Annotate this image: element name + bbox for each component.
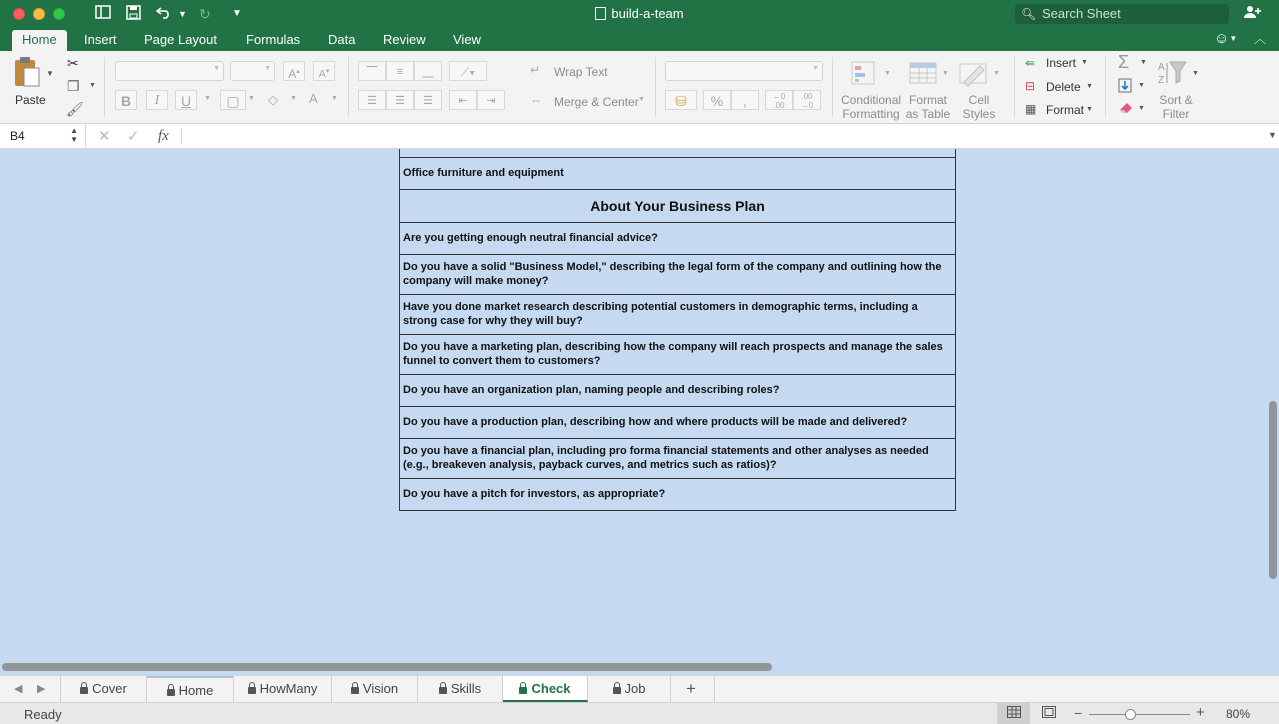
merge-center-label: Merge & Center: [554, 95, 639, 109]
normal-view-button[interactable]: [997, 703, 1030, 724]
borders-button: ▢: [220, 90, 246, 110]
checklist-row[interactable]: [400, 222, 956, 254]
sheet-tab-label: Skills: [450, 681, 482, 696]
font-size-select: ▼: [230, 61, 275, 81]
copy-dropdown-icon[interactable]: ▼: [89, 82, 96, 89]
sheet-tab-job[interactable]: [588, 676, 671, 702]
align-center-button: ☰: [386, 90, 414, 110]
sheet-tab-howmany[interactable]: [234, 676, 332, 702]
decrease-indent-button: ⇤: [449, 90, 477, 110]
format-painter-icon[interactable]: 🖌︎: [66, 101, 84, 117]
checklist-cell[interactable]: Do you have an organization plan, naming people and describing roles?: [400, 374, 956, 406]
checklist-cell[interactable]: Do you have a solid "Business Model," describing the legal form of the company and outlining how the company will make money?: [400, 254, 956, 294]
checklist-cell[interactable]: Do you have a marketing plan, describing how the company will reach prospects and manage the sales funnel to convert them to customers?: [400, 334, 956, 374]
decrease-decimal-button: .00 →0: [793, 90, 821, 110]
cell-styles-dropdown-icon: ▼: [993, 70, 1000, 77]
page-layout-view-button[interactable]: [1032, 703, 1065, 724]
zoom-in-button[interactable]: +: [1196, 704, 1205, 721]
checklist-cell[interactable]: [400, 149, 956, 157]
sort-filter-dropdown-icon[interactable]: ▼: [1192, 70, 1199, 77]
merge-dropdown-icon: ▼: [638, 96, 645, 103]
add-sheet-button[interactable]: +: [686, 679, 696, 698]
font-color-icon: A: [309, 91, 318, 106]
delete-cells-icon[interactable]: ⊟: [1025, 79, 1036, 93]
decrease-font-size-button: A▾: [313, 61, 335, 81]
format-dropdown-icon[interactable]: ▼: [1086, 106, 1093, 113]
orientation-button: ⟋▾: [449, 61, 487, 81]
align-right-button: ☰: [414, 90, 442, 110]
divider: [832, 57, 833, 117]
insert-cells-label[interactable]: Insert: [1046, 56, 1077, 70]
cancel-entry-icon: ✕: [98, 128, 111, 145]
conditional-formatting-icon: [850, 60, 878, 91]
vertical-scrollbar-thumb[interactable]: [1269, 401, 1277, 579]
divider: [714, 676, 715, 702]
font-color-dropdown-icon: ▼: [331, 95, 338, 102]
insert-function-icon[interactable]: fx: [158, 128, 169, 144]
tab-review[interactable]: Review: [383, 32, 426, 47]
align-middle-button: ≡: [386, 61, 414, 81]
underline-dropdown-icon: ▼: [204, 95, 211, 102]
format-as-table-label-line1: Format: [908, 93, 947, 107]
sort-filter-label[interactable]: [1152, 93, 1200, 121]
underline-button: U: [175, 90, 197, 110]
merge-center-icon: ⇔: [530, 93, 542, 107]
tab-data[interactable]: Data: [328, 32, 356, 47]
checklist-row[interactable]: [400, 334, 956, 374]
customize-toolbar-icon[interactable]: ▼: [232, 8, 242, 19]
checklist-row[interactable]: [400, 254, 956, 294]
checklist-cell[interactable]: Office furniture and equipment: [400, 157, 956, 189]
fill-icon[interactable]: [1118, 78, 1132, 96]
checklist-table: [399, 149, 956, 511]
divider: [1014, 57, 1015, 117]
confirm-entry-icon: ✓: [127, 128, 140, 145]
checklist-row[interactable]: [400, 157, 956, 189]
lock-icon: [351, 687, 359, 694]
conditional-formatting-label-line2: Formatting: [842, 107, 900, 121]
checklist-cell[interactable]: Have you done market research describing potential customers in demographic terms, including a strong case for why they will buy?: [400, 294, 956, 334]
bold-button: B: [115, 90, 137, 110]
lock-icon: [80, 687, 88, 694]
normal-view-icon: [1007, 706, 1021, 718]
zoom-slider-handle[interactable]: [1125, 709, 1136, 720]
scroll-tabs-left-icon[interactable]: ◀: [14, 683, 23, 695]
wrap-text-icon: ↵: [530, 63, 541, 77]
checklist-row[interactable]: [400, 374, 956, 406]
clear-eraser-icon[interactable]: [1118, 101, 1134, 117]
checklist-cell[interactable]: Do you have a financial plan, including pro forma financial statements and other analyses as needed (e.g., breakeven analysis, payback curves, and metrics such as ratios)?: [400, 438, 956, 478]
delete-dropdown-icon[interactable]: ▼: [1086, 83, 1093, 90]
tab-formulas[interactable]: Formulas: [246, 32, 301, 47]
format-cells-icon[interactable]: ▦: [1025, 102, 1037, 116]
collapse-ribbon-icon[interactable]: ︿: [1254, 32, 1267, 46]
search-icon: 🔍︎: [1021, 7, 1037, 21]
name-box-stepper-icon[interactable]: ▲ ▼: [70, 126, 78, 144]
sheet-tab-label: HowMany: [259, 681, 318, 696]
sort-filter-label-line2: Filter: [1162, 107, 1190, 121]
insert-dropdown-icon[interactable]: ▼: [1081, 59, 1088, 66]
copy-icon[interactable]: ❐: [67, 78, 80, 94]
section-heading-cell[interactable]: About Your Business Plan: [400, 189, 956, 222]
conditional-formatting-label-line1: Conditional: [841, 93, 902, 107]
align-top-button: ⎺: [358, 61, 386, 81]
formula-bar: [0, 124, 1279, 149]
expand-formula-bar-icon[interactable]: ▼: [1268, 130, 1277, 140]
format-as-table-label-line2: as Table: [905, 107, 951, 121]
checklist-cell[interactable]: Are you getting enough neutral financial advice?: [400, 222, 956, 254]
sort-filter-icon[interactable]: [1158, 59, 1194, 90]
ribbon-tab-bar: [0, 28, 1279, 51]
sheet-tab-label: Check: [531, 681, 571, 696]
increase-decimal-button: ←0 .00: [765, 90, 793, 110]
checklist-row[interactable]: [400, 478, 956, 510]
svg-text:A: A: [1158, 62, 1165, 73]
fill-color-icon: ◇: [268, 92, 278, 107]
name-box[interactable]: [0, 124, 86, 148]
increase-indent-button: ⇥: [477, 90, 505, 110]
checklist-row[interactable]: [400, 438, 956, 478]
redo-icon: ↻: [199, 6, 211, 22]
search-sheet-input[interactable]: [1015, 4, 1229, 24]
increase-font-size-button: A▴: [283, 61, 305, 81]
cell-styles-label: [959, 93, 999, 121]
paste-label: Paste: [15, 93, 46, 107]
share-person-icon[interactable]: [1244, 5, 1262, 23]
checklist-cell[interactable]: Do you have a production plan, describing how and where products will be made and delivered?: [400, 406, 956, 438]
divider: [104, 57, 105, 117]
tab-insert[interactable]: Insert: [84, 32, 117, 47]
percent-button: %: [703, 90, 731, 110]
sheet-tab-skills[interactable]: [418, 676, 503, 702]
horizontal-scrollbar-thumb[interactable]: [2, 663, 772, 671]
status-bar: [0, 702, 1279, 724]
undo-dropdown-icon[interactable]: ▼: [178, 9, 187, 19]
ribbon: [0, 51, 1279, 124]
zoom-level[interactable]: 80%: [1226, 707, 1251, 721]
sheet-tab-bar: [0, 675, 1279, 702]
feedback-smiley-icon[interactable]: ☺▼: [1214, 30, 1238, 47]
sheet-tab-label: Home: [178, 683, 214, 698]
lock-icon: [439, 687, 447, 694]
cell-styles-label-line2: Styles: [962, 107, 996, 121]
sheet-tab-home[interactable]: [147, 676, 234, 702]
autosum-dropdown-icon[interactable]: ▼: [1140, 59, 1147, 66]
cut-icon[interactable]: ✂: [67, 55, 79, 71]
comma-style-button: ,: [731, 90, 759, 110]
autosum-icon[interactable]: Σ: [1118, 52, 1130, 72]
tab-page-layout[interactable]: Page Layout: [144, 32, 218, 47]
title-bar: [0, 0, 1279, 28]
insert-cells-icon[interactable]: ⇚: [1025, 56, 1036, 70]
checklist-row[interactable]: [400, 149, 956, 157]
lock-icon: [248, 687, 256, 694]
fill-color-dropdown-icon: ▼: [290, 95, 297, 102]
fill-dropdown-icon[interactable]: ▼: [1138, 82, 1145, 89]
checklist-cell[interactable]: Do you have a pitch for investors, as appropriate?: [400, 478, 956, 510]
lock-icon: [613, 687, 621, 694]
conditional-formatting-label: [841, 93, 901, 121]
sheet-tab-vision[interactable]: [332, 676, 418, 702]
sheet-tab-label: Vision: [362, 681, 399, 696]
zoom-slider[interactable]: [1089, 714, 1190, 715]
accounting-format-button: ⛁: [665, 90, 697, 110]
page-layout-view-icon: [1042, 706, 1056, 718]
format-as-table-icon: [908, 60, 938, 91]
tab-home[interactable]: Home: [12, 30, 67, 51]
status-text: Ready: [24, 707, 62, 722]
sheet-tab-label: Job: [624, 681, 646, 696]
sort-filter-label-line1: Sort &: [1159, 93, 1193, 107]
zoom-out-button[interactable]: −: [1074, 705, 1083, 721]
align-bottom-button: ⎽: [414, 61, 442, 81]
document-icon: [595, 7, 606, 20]
clear-dropdown-icon[interactable]: ▼: [1138, 105, 1145, 112]
divider: [1105, 57, 1106, 117]
cell-styles-icon: [958, 60, 990, 91]
align-left-button: ☰: [358, 90, 386, 110]
svg-text:Z: Z: [1158, 75, 1165, 86]
tab-view[interactable]: View: [453, 32, 481, 47]
divider: [655, 57, 656, 117]
format-as-table-label: [903, 93, 953, 121]
sheet-tab-label: Cover: [92, 681, 127, 696]
cell-reference: B4: [10, 129, 25, 143]
cell-styles-label-line1: Cell: [968, 93, 990, 107]
checklist-row[interactable]: [400, 406, 956, 438]
sheet-tab-check[interactable]: [503, 676, 588, 702]
divider: [181, 128, 182, 144]
italic-button: I: [146, 90, 168, 110]
paste-dropdown-icon[interactable]: ▼: [46, 69, 54, 78]
conditional-formatting-dropdown-icon: ▼: [884, 70, 891, 77]
checklist-row[interactable]: [400, 294, 956, 334]
paste-icon[interactable]: [12, 56, 42, 91]
spreadsheet-grid[interactable]: [0, 149, 1279, 675]
window-title-text: build-a-team: [611, 6, 684, 21]
lock-icon: [167, 689, 175, 696]
wrap-text-label: Wrap Text: [554, 65, 608, 79]
search-placeholder: Search Sheet: [1042, 6, 1121, 21]
format-as-table-dropdown-icon: ▼: [942, 70, 949, 77]
borders-dropdown-icon: ▼: [248, 95, 255, 102]
scroll-tabs-right-icon[interactable]: ▶: [37, 683, 46, 695]
format-cells-label[interactable]: Format: [1046, 103, 1085, 117]
lock-icon: [519, 687, 527, 694]
delete-cells-label[interactable]: Delete: [1046, 80, 1081, 94]
number-format-select: ▼: [665, 61, 823, 81]
font-name-select: ▼: [115, 61, 224, 81]
divider: [348, 57, 349, 117]
section-heading-row[interactable]: [400, 189, 956, 222]
sheet-tab-cover[interactable]: [61, 676, 147, 702]
